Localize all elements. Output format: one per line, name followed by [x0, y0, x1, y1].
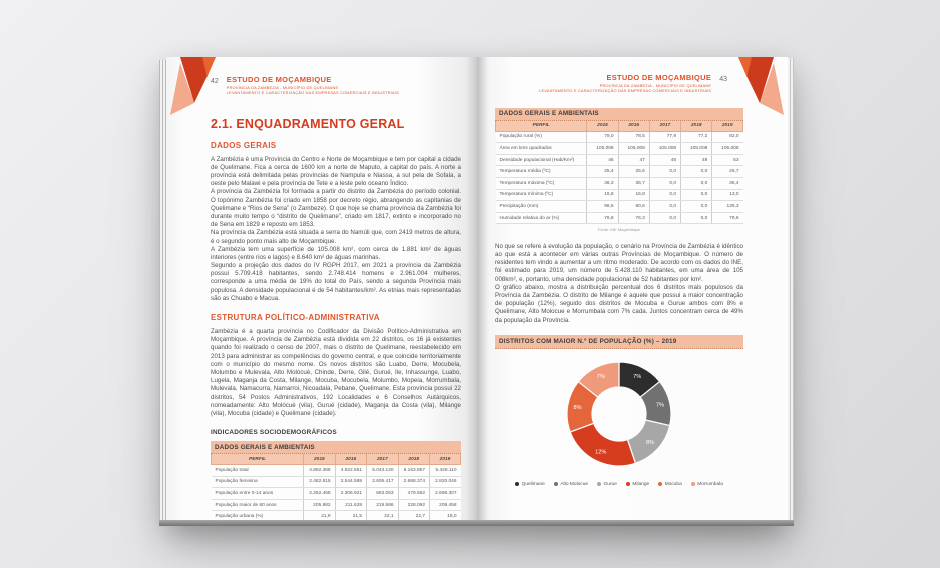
table-row [212, 511, 461, 520]
legend-item [597, 482, 617, 487]
cell-value: 0,0 [681, 212, 712, 224]
donut-chart-icon [534, 355, 704, 473]
cell-value: 5.428.110 [430, 465, 461, 477]
paragraph: Segundo a projeção dos dados do IV RGPH 2017, em 2021 a província da Zambézia possui 5.709.418 habitantes, sendo 2.748.414 homens e 2.961.004 mulheres, corresponde a uma média de 19% do total do País, sendo a segunda Província mais populosa. A densidade populacional é de 54 habitantes/km². As etnias mais representadas são as Chuabo e Macua. [211, 262, 461, 302]
legend-swatch-icon [691, 482, 695, 486]
cell-value: 219.586 [367, 499, 398, 511]
legend-swatch-icon [658, 482, 662, 486]
paragraph: Na província da Zambézia está situada a serra do Namúli que, com 2419 metros de altura, é o segundo ponto mais alto de Moçambique. [211, 229, 461, 245]
legend-label: Alto Molocue [560, 481, 589, 487]
column-header: 2019 [430, 454, 461, 465]
table-row [496, 166, 743, 178]
cell-value: 13,0 [712, 189, 743, 201]
report-title: ESTUDO DE MOÇAMBIQUE [606, 73, 712, 82]
slice-label: 7% [596, 373, 605, 380]
table-title: DADOS GERAIS E AMBIENTAIS [495, 108, 743, 121]
cell-value: 0,0 [649, 212, 680, 224]
table-row [212, 465, 461, 477]
left-data-table [211, 441, 461, 520]
column-header: 2018 [681, 121, 712, 132]
paragraph: Zambézia é a quarta província no Codificador da Divisão Político-Administrativa em Moçambique. A província de Zambézia está dividida em 22 distritos, os 16 já existentes quando foi realizado o censo de 2007, mais o distrito de Quelimane, reestabelecido em 2013 para administrar as competências do governo central, e que coincide territorialmente com o município do mesmo nome. Os novos distritos são Luabo, Derre, Mocubela, Molumbo e Mulevala, Alto Molócuè, Chinde, Derre, Gilé, Gurué, Ile, Inhassunge, Luabo, Lugela, Maganja da Costa, Milange, Mocuba, Mocubela, Molumbo, Mopeia, Morrumbala, Mulevala, Namacurra, Namarroi, Nicoadala, Pebane, Quelimane. Esta província possui 22 distritos, 54 Postos Administrativos, 192 Localidades e 6 Conselhos Autárquicos, nomeadamente: Alto Molócuè (vila), Gurué (cidade), Maganja da Costa (vila), Milange (vila), Mocuba (cidade) e Quelimane (cidade). [211, 328, 461, 417]
cell-value: 49 [681, 154, 712, 166]
legend-item [515, 482, 545, 487]
table-row [212, 488, 461, 500]
table-row [496, 189, 743, 201]
table-row [496, 154, 743, 166]
report-subtitle-2: LEVANTAMENTO E CARACTERIZAÇÃO DAS EMPRESAS COMERCIAIS E INDUSTRIAIS [226, 90, 399, 96]
slice-label: 8% [573, 404, 582, 411]
header-text [227, 75, 399, 96]
cell-value: 80,6 [618, 201, 649, 213]
cell-value: 77,9 [649, 131, 680, 143]
cell-value: 25,4 [587, 166, 618, 178]
table-source: Fonte: INE Moçambique [598, 226, 640, 232]
cell-value: 209.458 [430, 499, 461, 511]
open-book [166, 57, 788, 520]
cell-value: 53 [712, 154, 743, 166]
cell-value: 47 [618, 154, 649, 166]
cell-value: 0,0 [649, 166, 680, 178]
legend-label: Milange [632, 481, 650, 487]
row-label: População maior de 60 anos [212, 499, 304, 511]
cell-value: 2.482.815 [304, 476, 335, 488]
table-row [496, 212, 743, 224]
cell-value: 25,7 [712, 166, 743, 178]
column-header: PERFIL [212, 454, 304, 465]
page-stack-bottom-edge [159, 520, 794, 526]
cell-value: 0,0 [681, 178, 712, 190]
column-header: 2017 [649, 121, 680, 132]
cell-value: 16,8 [587, 189, 618, 201]
cell-value: 5.043.120 [367, 465, 398, 477]
cell-value: 22,1 [367, 511, 398, 520]
cell-value: 105.008 [618, 143, 649, 155]
row-label: População entre 0-14 anos [212, 488, 304, 500]
cell-value: 211.628 [335, 499, 366, 511]
row-label: Temperatura média (ºC) [496, 166, 587, 178]
page-stack-right-edge [788, 58, 794, 522]
cell-value: 2.606.417 [367, 476, 398, 488]
report-subtitle-1: PROVÍNCIA DA ZAMBÉZIA - MUNICÍPIO DE QUELIMANE [599, 83, 712, 89]
cell-value: 0,0 [681, 201, 712, 213]
cell-value: 2.544.588 [335, 476, 366, 488]
cell-value: 135,3 [712, 201, 743, 213]
report-subtitle-2: LEVANTAMENTO E CARACTERIZAÇÃO DAS EMPRESAS COMERCIAIS E INDUSTRIAIS [539, 88, 712, 94]
paragraph: No que se refere à evolução da população, o cenário na Província de Zambézia é idêntico ao que está a acontecer em várias outras Províncias de Moçambique. O número de residentes tem vindo a aumentar a um ritmo moderado. De acordo com os dados do INE, foi estimado para 2019, um número de 5.428.110 habitantes, em uma área de 105 008km², e, portanto, uma densidade populacional de 52 habitantes por km². [495, 242, 743, 283]
cell-value: 105.008 [712, 143, 743, 155]
cell-value: 2.306.921 [335, 488, 366, 500]
right-data-table [495, 108, 743, 225]
donut-slice-milange [570, 423, 635, 466]
page-stack-left-edge [159, 60, 166, 523]
page-number: 42 [211, 78, 219, 85]
slice-label: 8% [646, 439, 655, 446]
cell-value: 2.252.465 [304, 488, 335, 500]
page-header [495, 73, 727, 94]
cell-value: 36,7 [618, 178, 649, 190]
column-header: 2017 [367, 454, 398, 465]
cell-value: 105.008 [649, 143, 680, 155]
table-row [212, 476, 461, 488]
left-page [166, 57, 477, 520]
cell-value: 105.008 [587, 143, 618, 155]
row-label: Área em kms quadrados [496, 143, 587, 155]
row-label: Temperatura mínima (ºC) [496, 189, 587, 201]
cell-value: 228.092 [398, 499, 429, 511]
column-header: 2018 [398, 454, 429, 465]
cell-value: 77,2 [681, 131, 712, 143]
row-label: Humidade relativa do ar (%) [496, 212, 587, 224]
cell-value: 105.008 [681, 143, 712, 155]
column-header: 2015 [304, 454, 335, 465]
cell-value: 663.053 [367, 488, 398, 500]
chart-legend [495, 482, 743, 487]
legend-label: Morrumbala [697, 481, 723, 487]
legend-label: Gurue [603, 481, 617, 487]
cell-value: 79,0 [587, 131, 618, 143]
slice-label: 7% [633, 373, 642, 380]
row-label: Densidade populacional (Hab/Km²) [496, 154, 587, 166]
legend-item [691, 482, 723, 487]
column-header: PERFIL [496, 121, 587, 132]
donut-chart [495, 355, 743, 478]
right-page [477, 57, 788, 520]
paragraph: A Zambézia tem uma superfície de 105.008 km², com cerca de 1.881 km² de águas interiores (entre rios e lagos) e 8.640 km² de águas marinhas. [211, 245, 461, 261]
cell-value: 479.662 [398, 488, 429, 500]
cell-value: 96,5 [587, 201, 618, 213]
cell-value: 82,0 [712, 131, 743, 143]
cell-value: 76,3 [618, 212, 649, 224]
table-row [212, 499, 461, 511]
cell-value: 2.668.374 [398, 476, 429, 488]
table-row [496, 178, 743, 190]
legend-swatch-icon [515, 482, 519, 486]
row-label: População feminina [212, 476, 304, 488]
legend-swatch-icon [554, 482, 558, 486]
legend-label: Mocuba [664, 481, 682, 487]
legend-item [626, 482, 649, 487]
indicators-heading: INDICADORES SOCIODEMOGRÁFICOS [211, 429, 337, 437]
table-row [496, 143, 743, 155]
legend-swatch-icon [597, 482, 601, 486]
cell-value: 4.892.365 [304, 465, 335, 477]
page-number: 43 [719, 76, 727, 83]
cell-value: 22,7 [398, 511, 429, 520]
slice-label: 12% [595, 449, 607, 456]
row-label: População urbana (%) [212, 511, 304, 520]
corner-decoration-icon [166, 57, 222, 123]
cell-value: 78,5 [618, 131, 649, 143]
cell-value: 0,0 [649, 201, 680, 213]
cell-value: 25,6 [618, 166, 649, 178]
paragraph: O gráfico abaixo, mostra a distribuição percentual dos 6 distritos mais populosos da Província da Zambézia. O distrito de Milange é aquele que possui a maior concentração de população (12%), seguido dos distritos de Mocuba e Gurue ambos com 8% e Quelimane, Alto Molocue e Morrumbala com 7% cada. Juntos concentram cerca de 49% da população da Província. [495, 283, 743, 324]
section-title-estrutura: ESTRUTURA POLÍTICO-ADMINISTRATIVA [211, 313, 380, 323]
cell-value: 2.698.307 [430, 488, 461, 500]
cell-value: 4.922.651 [335, 465, 366, 477]
column-header: 2019 [712, 121, 743, 132]
cell-value: 18,0 [430, 511, 461, 520]
cell-value: 76,8 [587, 212, 618, 224]
cell-value: 5.163.857 [398, 465, 429, 477]
cell-value: 16,8 [618, 189, 649, 201]
report-title: ESTUDO DE MOÇAMBIQUE [226, 75, 332, 84]
paragraph: A província da Zambézia foi formada a partir do distrito da Zambézia do período colonial. O topónimo Zambézia foi criado em 1858 por decreto régio, abrangendo as capitanias de Quelimane e “Rios de Sena” (o Zambeze). O que hoje se chama província da Zambézia foi durante muito tempo o “distrito de Quelimane”, criado em 1817, extinto e incorporado no de Sena em 1829 e reposto em 1853. [211, 188, 461, 229]
report-subtitle-1: PROVÍNCIA DA ZAMBÉZIA - MUNICÍPIO DE QUELIMANE [226, 85, 339, 91]
cell-value: 48 [649, 154, 680, 166]
row-label: População rural (%) [496, 131, 587, 143]
legend-swatch-icon [626, 482, 630, 486]
cell-value: 205.982 [304, 499, 335, 511]
cell-value: 21,9 [304, 511, 335, 520]
legend-label: Quelimane [521, 481, 545, 487]
row-label: Precipitação (mm) [496, 201, 587, 213]
column-header: 2016 [335, 454, 366, 465]
cell-value: 79,6 [712, 212, 743, 224]
chart-section-title: DISTRITOS COM MAIOR N.º DE POPULAÇÃO (%) – 2019 [495, 335, 743, 349]
table-row [496, 131, 743, 143]
cell-value: 0,0 [649, 178, 680, 190]
cell-value: 21,5 [335, 511, 366, 520]
paragraph: A Zambézia é uma Província do Centro e Norte de Moçambique e tem por capital a cidade de Quelimane. Fica a cerca de 1600 km a norte de Maputo, a capital do país. A norte a província está delimitada pelas províncias de Nampula e Niassa, a sul pela de Sofala, a oeste pelo Malawi e pela província de Tete e a leste pelo oceano Índico. [211, 155, 461, 188]
header-text [539, 73, 711, 94]
cell-value: 36,3 [587, 178, 618, 190]
legend-item [554, 482, 588, 487]
chapter-title: 2.1. ENQUADRAMENTO GERAL [211, 116, 405, 131]
cell-value: 0,0 [649, 189, 680, 201]
cell-value: 46 [587, 154, 618, 166]
legend-item [658, 482, 682, 487]
cell-value: 0,0 [681, 189, 712, 201]
row-label: População total [212, 465, 304, 477]
section-title-dados-gerais: DADOS GERAIS [211, 140, 277, 150]
cell-value: 2.820.046 [430, 476, 461, 488]
row-label: Temperatura máxima (ºC) [496, 178, 587, 190]
column-header: 2015 [587, 121, 618, 132]
page-header [211, 75, 461, 96]
cell-value: 36,4 [712, 178, 743, 190]
table-title: DADOS GERAIS E AMBIENTAIS [211, 441, 461, 454]
slice-label: 7% [655, 402, 664, 409]
corner-decoration-icon [732, 57, 788, 123]
cell-value: 0,0 [681, 166, 712, 178]
table-row [496, 201, 743, 213]
column-header: 2016 [618, 121, 649, 132]
